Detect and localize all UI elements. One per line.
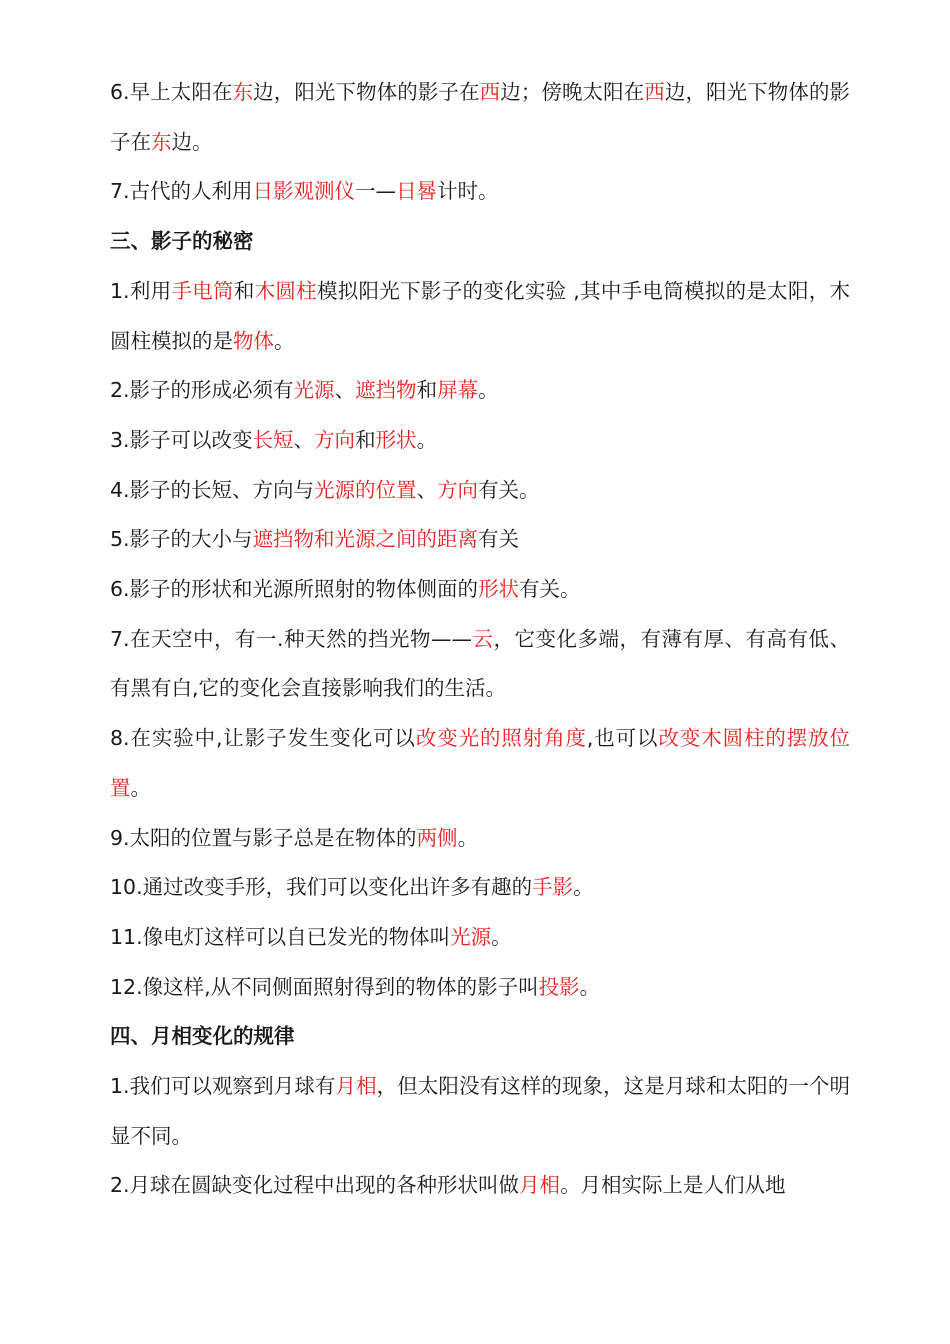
text-segment: 6.影子的形状和光源所照射的物体侧面的 xyxy=(110,577,479,602)
text-segment: 和 xyxy=(416,378,438,403)
highlighted-term: 云 xyxy=(472,626,494,651)
highlighted-term: 手电筒 xyxy=(171,278,234,303)
text-segment: 11.像电灯这样可以自已发光的物体叫 xyxy=(110,924,451,949)
text-segment: 计时。 xyxy=(437,179,499,204)
highlighted-term: 木圆柱 xyxy=(254,278,317,303)
highlighted-term: 物体 xyxy=(233,328,274,353)
text-segment: 3.影子可以改变 xyxy=(110,427,253,452)
text-segment: 有关 xyxy=(478,527,520,552)
highlighted-term: 两侧 xyxy=(416,825,458,850)
text-segment: 。 xyxy=(416,427,438,452)
highlighted-term: 投影 xyxy=(538,974,580,999)
text-segment: 12.像这样,从不同侧面照射得到的物体的影子叫 xyxy=(110,974,539,999)
text-segment: 。 xyxy=(579,974,601,999)
highlighted-term: 月相 xyxy=(519,1173,561,1198)
text-segment: 。 xyxy=(573,875,594,900)
highlighted-term: 改变光的照射角度 xyxy=(415,726,587,751)
text-segment: 2.影子的形成必须有 xyxy=(110,378,294,403)
text-segment: 1.利用 xyxy=(110,278,172,303)
highlighted-term: 长短 xyxy=(252,427,294,452)
text-segment: 4.影子的长短、方向与 xyxy=(110,477,315,502)
text-segment: 边。 xyxy=(171,129,213,154)
text-segment: 边；傍晚太阳在 xyxy=(500,80,645,104)
highlighted-term: 日晷 xyxy=(396,179,438,204)
highlighted-term: 月相 xyxy=(335,1074,377,1099)
highlighted-term: 东 xyxy=(151,129,172,154)
text-segment: 。 xyxy=(478,378,499,403)
text-segment: 、 xyxy=(416,477,438,502)
section-heading: 三、影子的秘密 xyxy=(110,229,254,254)
text-segment: 9.太阳的位置与影子总是在物体的 xyxy=(110,825,417,850)
highlighted-term: 屏幕 xyxy=(437,378,479,403)
text-segment: 和 xyxy=(355,427,376,452)
text-segment: 5.影子的大小与 xyxy=(110,527,253,552)
list-item xyxy=(110,714,850,813)
highlighted-term: 西 xyxy=(644,80,665,104)
text-segment: 1.我们可以观察到月球有 xyxy=(110,1074,336,1099)
text-segment: 。 xyxy=(274,328,295,353)
text-segment: 、 xyxy=(293,427,315,452)
text-segment: 8.在实验中,让影子发生变化可以 xyxy=(110,726,416,751)
text-segment: 2.月球在圆缺变化过程中出现的各种形状叫做 xyxy=(110,1173,520,1198)
list-item xyxy=(110,1161,850,1211)
list-item xyxy=(110,267,850,366)
text-segment: 。 xyxy=(457,825,479,850)
text-segment: 。 xyxy=(130,775,151,800)
list-item xyxy=(110,515,850,565)
highlighted-term: 遮挡物 xyxy=(355,378,417,403)
highlighted-term: 东 xyxy=(232,80,254,104)
highlighted-term: 手影 xyxy=(532,875,574,900)
text-segment: ，它变化多端，有薄有厚、有高有低、有黑有白,它的变化会直接影响我们的生活。 xyxy=(110,626,851,701)
highlighted-term: 光源 xyxy=(450,924,492,949)
text-segment: 7.在天空中，有一.种天然的挡光物—— xyxy=(110,626,473,651)
text-segment: 、 xyxy=(334,378,356,403)
highlighted-term: 改变木圆柱的摆放位置 xyxy=(110,726,850,800)
highlighted-term: 方向 xyxy=(314,427,356,452)
highlighted-term: 西 xyxy=(479,80,501,104)
text-segment: 。月相实际上是人们从地 xyxy=(560,1173,786,1198)
text-segment: 和 xyxy=(233,278,255,303)
list-item xyxy=(110,814,850,864)
text-segment: 6.早上太阳在 xyxy=(110,80,233,104)
highlighted-term: 方向 xyxy=(437,477,479,502)
list-item xyxy=(110,615,850,714)
list-item xyxy=(110,68,850,167)
highlighted-term: 形状 xyxy=(375,427,417,452)
text-segment: 一— xyxy=(355,179,397,204)
text-segment: 边，阳光下物体的影子在 xyxy=(253,80,480,104)
list-item xyxy=(110,466,850,516)
highlighted-term: 日影观测仪 xyxy=(252,179,356,204)
list-item xyxy=(110,565,850,615)
highlighted-term: 形状 xyxy=(478,577,520,602)
list-item xyxy=(110,167,850,217)
text-segment: 有关。 xyxy=(519,577,581,602)
text-segment: 7.古代的人利用 xyxy=(110,179,253,204)
list-item xyxy=(110,416,850,466)
text-segment: ，但太阳没有这样的现象，这是月球和太阳的一个明显不同。 xyxy=(110,1074,851,1148)
highlighted-term: 遮挡物和光源之间的距离 xyxy=(252,527,479,552)
list-item xyxy=(110,366,850,416)
text-segment: ,也可以 xyxy=(586,726,659,751)
list-item xyxy=(110,963,850,1013)
highlighted-term: 光源 xyxy=(293,378,335,403)
section-heading: 四、月相变化的规律 xyxy=(110,1024,295,1049)
highlighted-term: 光源的位置 xyxy=(314,477,417,502)
text-segment: 10.通过改变手形，我们可以变化出许多有趣的 xyxy=(110,875,533,900)
list-item xyxy=(110,913,850,963)
list-item xyxy=(110,863,850,913)
text-segment: 。 xyxy=(491,924,512,949)
list-item xyxy=(110,1062,850,1161)
text-segment: 有关。 xyxy=(478,477,540,502)
text-segment: 模拟阳光下影子的变化实验 ,其中手电筒模拟的是太阳，木圆柱模拟的是 xyxy=(110,278,851,353)
text-segment: 边，阳光下物体的影子在 xyxy=(110,80,851,154)
